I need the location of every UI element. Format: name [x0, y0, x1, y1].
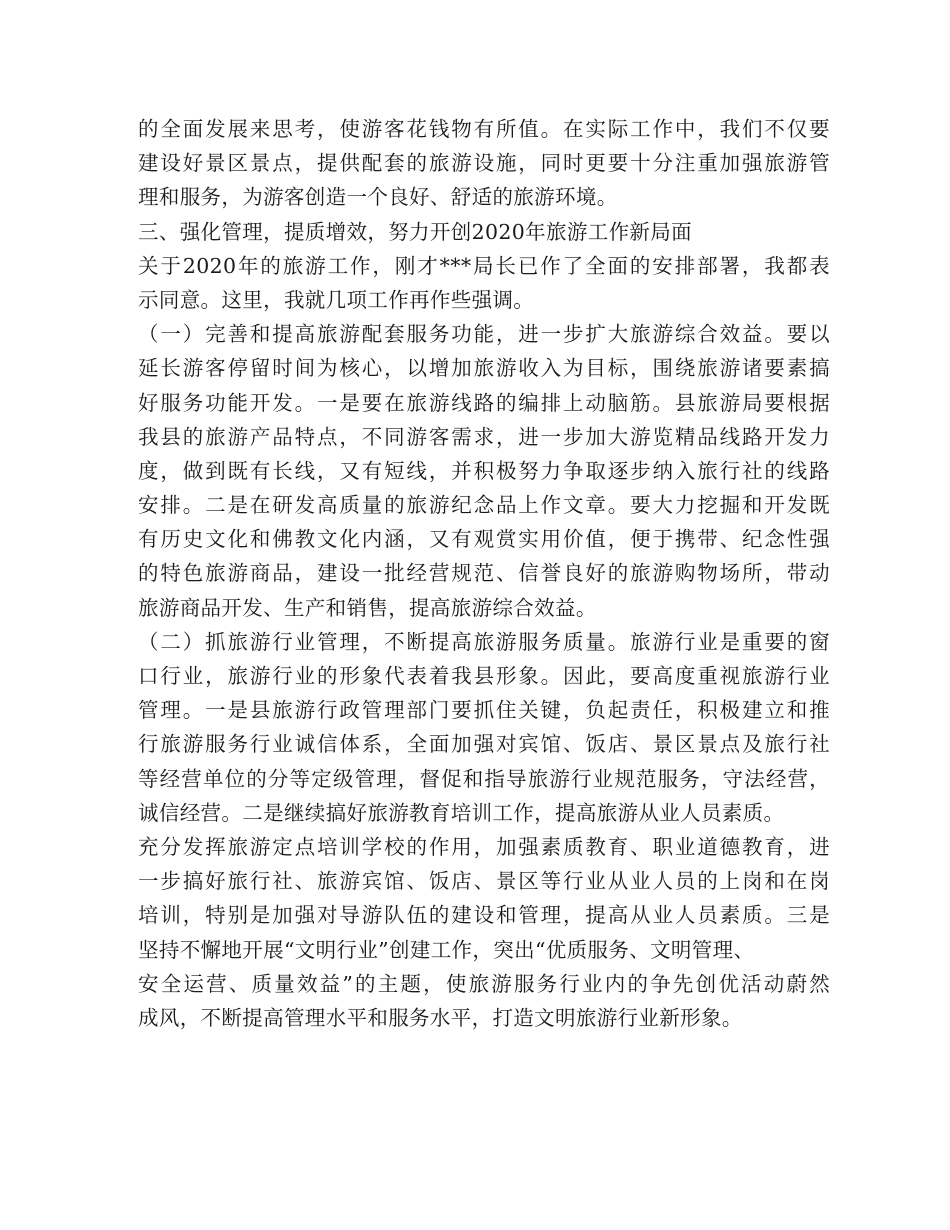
text-line: 度，做到既有长线，又有短线，并积极努力争取逐步纳入旅行社的线路 — [138, 458, 830, 483]
text-line: 充分发挥旅游定点培训学校的作用，加强素质教育、职业道德教育，进 — [138, 834, 830, 859]
text-line: 示同意。这里，我就几项工作再作些强调。 — [138, 287, 535, 312]
text-line: 培训，特别是加强对导游队伍的建设和管理，提高从业人员素质。三是 — [138, 903, 830, 928]
text-line: 关于2020年的旅游工作，刚才***局长已作了全面的安排部署，我都表 — [138, 253, 830, 278]
section-heading: 三、强化管理，提质增效，努力开创2020年旅游工作新局面 — [138, 219, 692, 244]
text-line: 理和服务，为游客创造一个良好、舒适的旅游环境。 — [138, 185, 618, 210]
text-line: 等经营单位的分等定级管理，督促和指导旅游行业规范服务，守法经营， — [138, 766, 830, 791]
text-line: 安全运营、质量效益”的主题，使旅游服务行业内的争先创优活动蔚然 — [138, 971, 830, 996]
text-line: 建设好景区景点，提供配套的旅游设施，同时更要十分注重加强旅游管 — [138, 151, 830, 176]
text-line: 成风，不断提高管理水平和服务水平，打造文明旅游行业新形象。 — [138, 1005, 743, 1030]
text-line: 诚信经营。二是继续搞好旅游教育培训工作，提高旅游从业人员素质。 — [138, 800, 785, 825]
text-line: 一步搞好旅行社、旅游宾馆、饭店、景区等行业从业人员的上岗和在岗 — [138, 869, 830, 894]
text-line: 安排。二是在研发高质量的旅游纪念品上作文章。要大力挖掘和开发既 — [138, 493, 830, 518]
text-line: 的全面发展来思考，使游客花钱物有所值。在实际工作中，我们不仅要 — [138, 117, 830, 141]
text-line: 的特色旅游商品，建设一批经营规范、信誉良好的旅游购物场所，带动 — [138, 561, 830, 586]
text-line: 坚持不懈地开展“文明行业”创建工作，突出“优质服务、文明管理、 — [138, 937, 755, 962]
subsection-line: （二）抓旅游行业管理，不断提高旅游服务质量。旅游行业是重要的窗 — [138, 629, 830, 654]
text-line: 好服务功能开发。一是要在旅游线路的编排上动脑筋。县旅游局要根据 — [138, 390, 830, 415]
text-line: 管理。一是县旅游行政管理部门要抓住关键，负起责任，积极建立和推 — [138, 698, 830, 723]
text-line: 旅游商品开发、生产和销售，提高旅游综合效益。 — [138, 595, 597, 620]
text-line: 有历史文化和佛教文化内涵，又有观赏实用价值，便于携带、纪念性强 — [138, 527, 830, 552]
text-line: 我县的旅游产品特点，不同游客需求，进一步加大游览精品线路开发力 — [138, 424, 830, 449]
body-text — [138, 112, 830, 1035]
text-line: 延长游客停留时间为核心，以增加旅游收入为目标，围绕旅游诸要素搞 — [138, 356, 830, 381]
text-line: 行旅游服务行业诚信体系，全面加强对宾馆、饭店、景区景点及旅行社 — [138, 732, 830, 757]
text-line: 口行业，旅游行业的形象代表着我县形象。因此，要高度重视旅游行业 — [138, 664, 830, 688]
subsection-line: （一）完善和提高旅游配套服务功能，进一步扩大旅游综合效益。要以 — [138, 322, 830, 347]
